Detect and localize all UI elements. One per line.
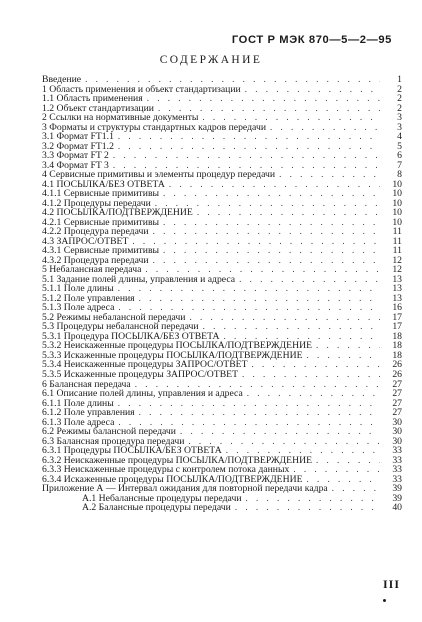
dotted-leader xyxy=(158,104,380,114)
toc-entry-page: 11 xyxy=(392,236,402,247)
toc-entry-label: 3 Форматы и структуры стандартных кадров передачи xyxy=(42,122,266,133)
dotted-leader xyxy=(224,332,380,342)
scan-speck xyxy=(383,599,386,602)
toc-entry xyxy=(42,123,402,133)
toc-entry xyxy=(42,360,402,370)
table-of-contents xyxy=(42,75,402,513)
dotted-leader xyxy=(188,437,380,447)
dotted-leader xyxy=(118,418,380,428)
dotted-leader xyxy=(118,399,380,409)
dotted-leader xyxy=(153,227,380,237)
toc-entry-page: 2 xyxy=(397,103,402,114)
toc-entry-page: 30 xyxy=(392,427,402,437)
toc-entry-label: А.1 Небалансные процедуры передачи xyxy=(82,493,242,504)
toc-entry xyxy=(42,208,402,218)
toc-entry-label: 4.2.1 Сервисные примитивы xyxy=(42,217,160,228)
dotted-leader xyxy=(270,123,380,133)
toc-entry-page: 27 xyxy=(392,408,402,418)
toc-entry xyxy=(42,75,402,85)
dotted-leader xyxy=(132,237,380,247)
dotted-leader xyxy=(153,256,380,266)
toc-entry-label: 5.1.2 Поле управления xyxy=(42,293,135,304)
toc-entry-page: 10 xyxy=(392,189,402,199)
toc-entry xyxy=(42,94,402,104)
toc-entry-page: 40 xyxy=(392,503,402,513)
toc-entry-label: Приложение А — Интервал ожидания для повторной передачи кадра xyxy=(42,484,328,494)
toc-entry xyxy=(42,151,402,161)
toc-entry xyxy=(42,294,402,304)
toc-entry-label: 6 Балансная передача xyxy=(42,379,131,390)
toc-entry xyxy=(42,322,402,332)
dotted-leader xyxy=(118,303,380,313)
toc-entry-label: 4.3.2 Процедура передачи xyxy=(42,255,149,266)
toc-entry-label: 6.1 Описание полей длины, управления и адреса xyxy=(42,389,243,399)
page-title: СОДЕРЖАНИЕ xyxy=(159,54,263,66)
toc-entry xyxy=(42,161,402,171)
toc-entry xyxy=(42,351,402,361)
dotted-leader xyxy=(180,427,380,437)
toc-entry-page: 13 xyxy=(392,284,402,294)
toc-entry xyxy=(42,503,402,513)
toc-entry-label: 6.3.2 Неискаженные процедуры ПОСЫЛКА/ПОДТВЕРЖДЕНИЕ xyxy=(42,455,312,466)
toc-entry-page: 12 xyxy=(392,265,402,275)
toc-entry xyxy=(42,465,402,475)
toc-entry xyxy=(42,456,402,466)
toc-entry-page: 17 xyxy=(392,312,402,323)
toc-entry xyxy=(42,475,402,485)
toc-entry-label: 1 Область применения и объект стандартизации xyxy=(42,84,241,95)
toc-entry-label: 6.3.1 Процедуры ПОСЫЛКА/БЕЗ ОТВЕТА xyxy=(42,446,222,456)
toc-entry-label: 1.2 Объект стандартизации xyxy=(42,103,154,114)
toc-entry-label: 5.3.3 Искаженные процедуры ПОСЫЛКА/ПОДТВЕРЖДЕНИЕ xyxy=(42,350,303,361)
dotted-leader xyxy=(242,370,380,380)
dotted-leader xyxy=(197,208,380,218)
toc-entry-label: 5.3.4 Неискаженные процедуры ЗАПРОС/ОТВЕТ xyxy=(42,360,248,370)
toc-entry-label: 4 Сервисные примитивы и элементы процедур передачи xyxy=(42,170,276,180)
toc-entry xyxy=(42,85,402,95)
toc-entry-label: 3.3 Формат FT 2 xyxy=(42,151,109,161)
dotted-leader xyxy=(118,132,380,142)
toc-entry xyxy=(42,341,402,351)
toc-entry-label: 2 Ссылки на нормативные документы xyxy=(42,113,199,123)
dotted-leader xyxy=(85,75,380,85)
dotted-leader xyxy=(155,199,380,209)
toc-entry-page: 27 xyxy=(392,398,402,409)
toc-entry-label: 3.2 Формат FT1.2 xyxy=(42,141,114,152)
dotted-leader xyxy=(239,275,380,285)
toc-entry xyxy=(42,227,402,237)
toc-entry-label: 4.3.1 Сервисные примитивы xyxy=(42,246,160,256)
toc-entry-label: 4.1.1 Сервисные примитивы xyxy=(42,189,160,199)
toc-entry xyxy=(42,237,402,247)
toc-entry-page: 13 xyxy=(392,293,402,304)
toc-entry-label: 3.1 Формат FT1.1 xyxy=(42,132,114,142)
toc-entry-page: 18 xyxy=(392,331,402,342)
toc-entry-page: 33 xyxy=(392,455,402,466)
dotted-leader xyxy=(163,189,380,199)
toc-entry-label: 1.1 Область применения xyxy=(42,94,143,104)
toc-entry-page: 3 xyxy=(397,122,402,133)
dotted-leader xyxy=(245,85,380,95)
toc-entry xyxy=(42,494,402,504)
dotted-leader xyxy=(145,265,380,275)
toc-entry-label: 6.1.1 Поле длины xyxy=(42,398,114,409)
toc-entry-page: 5 xyxy=(397,141,402,152)
dotted-leader xyxy=(247,389,380,399)
toc-entry-page: 10 xyxy=(392,179,402,190)
toc-entry xyxy=(42,104,402,114)
page-number: III xyxy=(382,577,400,591)
toc-entry-page: 17 xyxy=(392,322,402,332)
toc-entry-label: 6.3.3 Неискаженные процедуры с контролем потока данных xyxy=(42,465,290,475)
dotted-leader xyxy=(169,180,380,190)
dotted-leader xyxy=(235,503,380,513)
dotted-leader xyxy=(163,246,380,256)
toc-entry-label: 5.3 Процедуры небалансной передачи xyxy=(42,322,199,332)
toc-entry-page: 27 xyxy=(392,389,402,399)
toc-entry-label: 6.1.2 Поле управления xyxy=(42,408,135,418)
toc-entry xyxy=(42,284,402,294)
dotted-leader xyxy=(135,380,380,390)
toc-entry-label: 5.3.1 Процедура ПОСЫЛКА/БЕЗ ОТВЕТА xyxy=(42,331,220,342)
toc-entry xyxy=(42,484,402,494)
toc-entry-label: 4.1.2 Процедуры передачи xyxy=(42,198,151,209)
toc-entry xyxy=(42,446,402,456)
dotted-leader xyxy=(139,294,380,304)
toc-entry-page: 10 xyxy=(392,198,402,209)
toc-entry xyxy=(42,180,402,190)
toc-entry-page: 8 xyxy=(397,170,402,180)
toc-entry-page: 13 xyxy=(392,274,402,285)
toc-entry xyxy=(42,418,402,428)
dotted-leader xyxy=(147,94,380,104)
toc-entry xyxy=(42,199,402,209)
dotted-leader xyxy=(307,351,380,361)
toc-entry xyxy=(42,256,402,266)
dotted-leader xyxy=(307,475,380,485)
toc-entry-page: 33 xyxy=(392,474,402,485)
toc-entry-page: 7 xyxy=(397,160,402,171)
toc-entry xyxy=(42,275,402,285)
dotted-leader xyxy=(202,113,380,123)
dotted-leader xyxy=(113,151,380,161)
toc-entry-page: 3 xyxy=(397,113,402,123)
toc-entry-page: 33 xyxy=(392,465,402,475)
toc-entry-page: 11 xyxy=(392,227,402,237)
toc-entry-page: 30 xyxy=(392,436,402,447)
toc-entry xyxy=(42,437,402,447)
toc-entry xyxy=(42,189,402,199)
toc-entry xyxy=(42,218,402,228)
toc-entry xyxy=(42,303,402,313)
toc-entry-label: 4.1 ПОСЫЛКА/БЕЗ ОТВЕТА xyxy=(42,179,165,190)
toc-entry-label: 5.1 Задание полей длины, управления и адреса xyxy=(42,274,236,285)
toc-entry-label: Введение xyxy=(42,75,82,85)
dotted-leader xyxy=(163,218,380,228)
toc-entry xyxy=(42,170,402,180)
toc-entry xyxy=(42,389,402,399)
dotted-leader xyxy=(316,341,380,351)
toc-entry-label: 6.3 Балансная процедура передачи xyxy=(42,436,185,447)
toc-entry xyxy=(42,408,402,418)
toc-entry-page: 33 xyxy=(392,446,402,456)
dotted-leader xyxy=(246,494,381,504)
toc-entry xyxy=(42,142,402,152)
toc-entry xyxy=(42,313,402,323)
toc-entry-label: А.2 Балансные процедуры передачи xyxy=(82,503,231,513)
dotted-leader xyxy=(203,322,380,332)
toc-entry-label: 3.4 Формат FT 3 xyxy=(42,160,109,171)
toc-entry-page: 18 xyxy=(392,350,402,361)
toc-entry-page: 18 xyxy=(392,341,402,351)
toc-entry xyxy=(42,332,402,342)
toc-entry-label: 6.1.3 Поле адреса xyxy=(42,417,115,428)
toc-entry-label: 5.3.2 Неискаженные процедуры ПОСЫЛКА/ПОДТВЕРЖДЕНИЕ xyxy=(42,341,312,351)
dotted-leader xyxy=(332,484,380,494)
toc-entry-label: 4.3 ЗАПРОС/ОТВЕТ xyxy=(42,236,129,247)
toc-entry xyxy=(42,399,402,409)
toc-entry-page: 16 xyxy=(392,303,402,313)
toc-entry xyxy=(42,370,402,380)
toc-entry-page: 27 xyxy=(392,379,402,390)
toc-entry xyxy=(42,246,402,256)
toc-entry-label: 5.3.5 Искаженные процедуры ЗАПРОС/ОТВЕТ xyxy=(42,369,239,380)
toc-entry-label: 4.2.2 Процедура передачи xyxy=(42,227,149,237)
toc-entry xyxy=(42,113,402,123)
toc-entry-label: 5.2 Режимы небалансной передачи xyxy=(42,312,186,323)
dotted-leader xyxy=(139,408,380,418)
toc-entry-page: 4 xyxy=(397,132,402,142)
toc-entry-page: 26 xyxy=(392,369,402,380)
toc-entry xyxy=(42,380,402,390)
toc-entry-page: 26 xyxy=(392,360,402,370)
toc-entry-label: 5.1.1 Поле длины xyxy=(42,284,114,294)
dotted-leader xyxy=(279,170,380,180)
toc-entry xyxy=(42,265,402,275)
toc-entry-label: 6.3.4 Искаженные процедуры ПОСЫЛКА/ПОДТВЕРЖДЕНИЕ xyxy=(42,474,303,485)
toc-entry-page: 1 xyxy=(397,75,402,85)
toc-entry-label: 4.2 ПОСЫЛКА/ПОДТВЕРЖДЕНИЕ xyxy=(42,208,193,218)
toc-entry-label: 5.1.3 Поле адреса xyxy=(42,303,115,313)
dotted-leader xyxy=(189,313,380,323)
dotted-leader xyxy=(118,142,380,152)
toc-entry xyxy=(42,427,402,437)
standard-code-header: ГОСТ Р МЭК 870—5—2—95 xyxy=(231,34,392,46)
toc-entry-page: 12 xyxy=(392,255,402,266)
toc-entry-page: 11 xyxy=(392,246,402,256)
dotted-leader xyxy=(316,456,380,466)
toc-entry-page: 30 xyxy=(392,417,402,428)
dotted-leader xyxy=(113,161,380,171)
toc-entry-label: 6.2 Режимы балансной передачи xyxy=(42,427,176,437)
toc-entry-page: 39 xyxy=(392,484,402,494)
toc-entry-page: 2 xyxy=(397,94,402,104)
toc-entry-label: 5 Небалансная передача xyxy=(42,265,142,275)
dotted-leader xyxy=(293,465,380,475)
toc-entry-page: 39 xyxy=(392,493,402,504)
toc-entry-page: 10 xyxy=(392,208,402,218)
dotted-leader xyxy=(252,360,380,370)
toc-entry-page: 2 xyxy=(397,84,402,95)
toc-entry xyxy=(42,132,402,142)
toc-entry-page: 10 xyxy=(392,217,402,228)
dotted-leader xyxy=(118,284,380,294)
dotted-leader xyxy=(226,446,380,456)
toc-entry-page: 6 xyxy=(397,151,402,161)
